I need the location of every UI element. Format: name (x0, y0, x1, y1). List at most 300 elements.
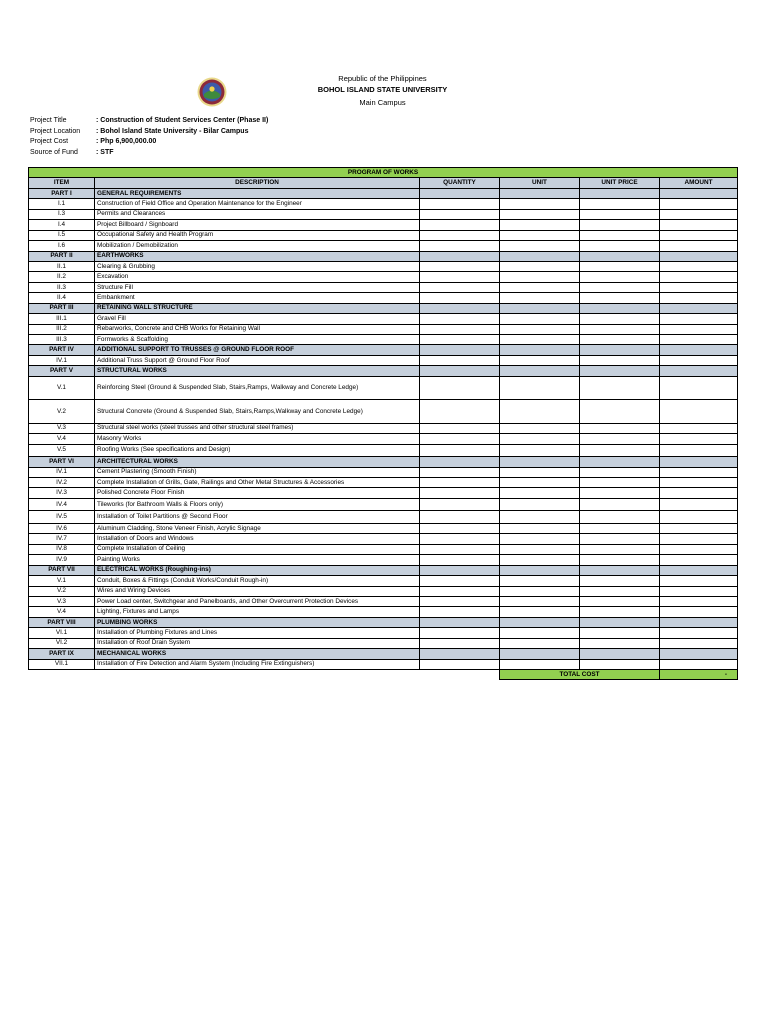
unit-cell (500, 596, 580, 606)
quantity-cell (420, 366, 500, 376)
unit-cell (500, 261, 580, 271)
item-cell: IV.4 (29, 498, 95, 511)
quantity-cell (420, 251, 500, 261)
table-row (29, 544, 738, 554)
item-cell: PART IX (29, 649, 95, 659)
unit-price-cell (580, 498, 660, 511)
unit-price-cell (580, 555, 660, 565)
item-cell: PART VII (29, 565, 95, 575)
amount-cell (660, 188, 738, 198)
unit-price-cell (580, 488, 660, 498)
unit-price-cell (580, 628, 660, 638)
description-cell: Masonry Works (95, 434, 420, 444)
description-cell: Complete Installation of Grills, Gate, Railings and Other Metal Structures & Accessories (95, 478, 420, 488)
unit-price-cell (580, 423, 660, 433)
description-cell: Reinforcing Steel (Ground & Suspended Slab, Stairs,Ramps, Walkway and Concrete Ledge) (95, 376, 420, 400)
description-cell: Gravel Fill (95, 314, 420, 324)
unit-cell (500, 523, 580, 533)
column-header-item: ITEM (29, 178, 95, 188)
quantity-cell (420, 230, 500, 240)
quantity-cell (420, 241, 500, 251)
description-cell: Complete Installation of Ceiling (95, 544, 420, 554)
item-cell: IV.8 (29, 544, 95, 554)
unit-cell (500, 355, 580, 365)
quantity-cell (420, 355, 500, 365)
part-header-row (29, 188, 738, 198)
quantity-cell (420, 303, 500, 313)
description-cell: Roofing Works (See specifications and Design) (95, 444, 420, 457)
description-cell: Project Billboard / Signboard (95, 220, 420, 230)
quantity-cell (420, 544, 500, 554)
unit-price-cell (580, 272, 660, 282)
item-cell: PART V (29, 366, 95, 376)
item-cell: II.3 (29, 282, 95, 292)
item-cell: II.2 (29, 272, 95, 282)
quantity-cell (420, 659, 500, 669)
description-cell: GENERAL REQUIREMENTS (95, 188, 420, 198)
project-location-label: Project Location (30, 127, 81, 135)
unit-price-cell (580, 576, 660, 586)
quantity-cell (420, 272, 500, 282)
unit-cell (500, 607, 580, 617)
description-cell: Permits and Clearances (95, 209, 420, 219)
amount-cell (660, 241, 738, 251)
item-cell: II.1 (29, 261, 95, 271)
table-row (29, 241, 738, 251)
description-cell: Tileworks (for Bathroom Walls & Floors only) (95, 498, 420, 511)
amount-cell (660, 220, 738, 230)
amount-cell (660, 534, 738, 544)
amount-cell (660, 544, 738, 554)
item-cell: V.2 (29, 586, 95, 596)
project-info (30, 116, 268, 158)
unit-cell (500, 628, 580, 638)
amount-cell (660, 467, 738, 477)
table-row (29, 261, 738, 271)
quantity-cell (420, 617, 500, 627)
description-cell: ELECTRICAL WORKS (Roughing-ins) (95, 565, 420, 575)
unit-price-cell (580, 400, 660, 424)
unit-price-cell (580, 649, 660, 659)
unit-cell (500, 303, 580, 313)
description-cell: STRUCTURAL WORKS (95, 366, 420, 376)
amount-cell (660, 434, 738, 444)
unit-cell (500, 282, 580, 292)
unit-cell (500, 457, 580, 467)
table-row (29, 659, 738, 669)
quantity-cell (420, 444, 500, 457)
description-cell: Installation of Roof Drain System (95, 638, 420, 648)
table-row (29, 293, 738, 303)
part-header-row (29, 457, 738, 467)
unit-cell (500, 534, 580, 544)
item-cell: III.1 (29, 314, 95, 324)
description-cell: PLUMBING WORKS (95, 617, 420, 627)
unit-price-cell (580, 303, 660, 313)
description-cell: Structural Concrete (Ground & Suspended Slab, Stairs,Ramps,Walkway and Concrete Ledge) (95, 400, 420, 424)
amount-cell (660, 376, 738, 400)
item-cell: IV.1 (29, 355, 95, 365)
unit-price-cell (580, 467, 660, 477)
description-cell: Aluminum Cladding, Stone Veneer Finish, Acrylic Signage (95, 523, 420, 533)
source-of-fund-row (30, 148, 268, 159)
description-cell: Conduit, Boxes & Fittings (Conduit Works/Conduit Rough-in) (95, 576, 420, 586)
description-cell: Mobilization / Demobilization (95, 241, 420, 251)
description-cell: Clearing & Grubbing (95, 261, 420, 271)
item-cell: IV.9 (29, 555, 95, 565)
quantity-cell (420, 199, 500, 209)
unit-cell (500, 467, 580, 477)
item-cell: IV.6 (29, 523, 95, 533)
column-header-description: DESCRIPTION (95, 178, 420, 188)
amount-cell (660, 488, 738, 498)
item-cell: V.1 (29, 576, 95, 586)
quantity-cell (420, 511, 500, 524)
unit-price-cell (580, 607, 660, 617)
description-cell: RETAINING WALL STRUCTURE (95, 303, 420, 313)
unit-cell (500, 241, 580, 251)
quantity-cell (420, 400, 500, 424)
total-cost-row (29, 670, 738, 680)
quantity-cell (420, 457, 500, 467)
item-cell: PART II (29, 251, 95, 261)
total-cost-amount: - (660, 670, 738, 680)
unit-cell (500, 565, 580, 575)
amount-cell (660, 324, 738, 334)
description-cell: Installation of Toilet Partitions @ Second Floor (95, 511, 420, 524)
amount-cell (660, 272, 738, 282)
amount-cell (660, 303, 738, 313)
table-row (29, 230, 738, 240)
item-cell: I.5 (29, 230, 95, 240)
amount-cell (660, 511, 738, 524)
quantity-cell (420, 576, 500, 586)
source-of-fund-value: : STF (96, 148, 114, 156)
amount-cell (660, 199, 738, 209)
unit-price-cell (580, 457, 660, 467)
table-row (29, 400, 738, 424)
amount-cell (660, 423, 738, 433)
project-title-value: : Construction of Student Services Center (Phase II) (96, 117, 269, 124)
item-cell: I.4 (29, 220, 95, 230)
unit-price-cell (580, 220, 660, 230)
unit-price-cell (580, 444, 660, 457)
table-body (29, 168, 738, 680)
item-cell: V.3 (29, 596, 95, 606)
quantity-cell (420, 488, 500, 498)
unit-price-cell (580, 434, 660, 444)
item-cell: PART VIII (29, 617, 95, 627)
quantity-cell (420, 423, 500, 433)
description-cell: Rebarworks, Concrete and CHB Works for Retaining Wall (95, 324, 420, 334)
amount-cell (660, 261, 738, 271)
amount-cell (660, 498, 738, 511)
unit-cell (500, 324, 580, 334)
quantity-cell (420, 628, 500, 638)
quantity-cell (420, 209, 500, 219)
unit-cell (500, 617, 580, 627)
item-cell: V.3 (29, 423, 95, 433)
quantity-cell (420, 555, 500, 565)
table-row (29, 272, 738, 282)
amount-cell (660, 607, 738, 617)
unit-cell (500, 188, 580, 198)
amount-cell (660, 457, 738, 467)
description-cell: EARTHWORKS (95, 251, 420, 261)
item-cell: III.3 (29, 335, 95, 345)
table-row (29, 628, 738, 638)
unit-price-cell (580, 534, 660, 544)
amount-cell (660, 230, 738, 240)
unit-price-cell (580, 293, 660, 303)
program-of-works-table (28, 167, 738, 680)
description-cell: ADDITIONAL SUPPORT TO TRUSSES @ GROUND FLOOR ROOF (95, 345, 420, 355)
unit-cell (500, 434, 580, 444)
header-campus: Main Campus (359, 98, 406, 107)
description-cell: MECHANICAL WORKS (95, 649, 420, 659)
table-row (29, 523, 738, 533)
description-cell: Cement Plastering (Smooth Finish) (95, 467, 420, 477)
project-title-row (30, 116, 268, 127)
quantity-cell (420, 638, 500, 648)
table-row (29, 478, 738, 488)
description-cell: Excavation (95, 272, 420, 282)
column-header-unit-price: UNIT PRICE (580, 178, 660, 188)
description-cell: Embankment (95, 293, 420, 303)
item-cell: I.6 (29, 241, 95, 251)
unit-price-cell (580, 199, 660, 209)
item-cell: VI.1 (29, 628, 95, 638)
description-cell: Wires and Wiring Devices (95, 586, 420, 596)
unit-cell (500, 293, 580, 303)
unit-price-cell (580, 523, 660, 533)
item-cell: PART IV (29, 345, 95, 355)
part-header-row (29, 366, 738, 376)
table-title-row (29, 168, 738, 178)
table-row (29, 511, 738, 524)
part-header-row (29, 251, 738, 261)
amount-cell (660, 282, 738, 292)
description-cell: Polished Concrete Floor Finish (95, 488, 420, 498)
item-cell: PART I (29, 188, 95, 198)
amount-cell (660, 617, 738, 627)
project-cost-row (30, 137, 268, 148)
university-seal (197, 77, 227, 107)
item-cell: V.4 (29, 434, 95, 444)
project-title-label: Project Title (30, 117, 67, 124)
unit-price-cell (580, 335, 660, 345)
amount-cell (660, 335, 738, 345)
table-row (29, 220, 738, 230)
item-cell: PART VI (29, 457, 95, 467)
unit-price-cell (580, 282, 660, 292)
quantity-cell (420, 261, 500, 271)
quantity-cell (420, 282, 500, 292)
quantity-cell (420, 220, 500, 230)
description-cell: ARCHITECTURAL WORKS (95, 457, 420, 467)
table-row (29, 488, 738, 498)
project-location-row (30, 127, 268, 138)
unit-price-cell (580, 596, 660, 606)
quantity-cell (420, 314, 500, 324)
table-row (29, 335, 738, 345)
column-header-amount: AMOUNT (660, 178, 738, 188)
item-cell: I.3 (29, 209, 95, 219)
project-cost-label: Project Cost (30, 138, 69, 145)
quantity-cell (420, 467, 500, 477)
quantity-cell (420, 324, 500, 334)
amount-cell (660, 345, 738, 355)
item-cell: III.2 (29, 324, 95, 334)
unit-cell (500, 314, 580, 324)
unit-cell (500, 366, 580, 376)
unit-cell (500, 444, 580, 457)
unit-cell (500, 576, 580, 586)
amount-cell (660, 555, 738, 565)
unit-cell (500, 586, 580, 596)
column-header-unit: UNIT (500, 178, 580, 188)
part-header-row (29, 649, 738, 659)
item-cell: VII.1 (29, 659, 95, 669)
description-cell: Formworks & Scaffolding (95, 335, 420, 345)
unit-price-cell (580, 478, 660, 488)
unit-cell (500, 272, 580, 282)
unit-price-cell (580, 376, 660, 400)
description-cell: Occupational Safety and Health Program (95, 230, 420, 240)
unit-cell (500, 638, 580, 648)
unit-cell (500, 659, 580, 669)
amount-cell (660, 355, 738, 365)
description-cell: Additional Truss Support @ Ground Floor Roof (95, 355, 420, 365)
table-row (29, 555, 738, 565)
quantity-cell (420, 335, 500, 345)
unit-price-cell (580, 230, 660, 240)
description-cell: Construction of Field Office and Operation Maintenance for the Engineer (95, 199, 420, 209)
quantity-cell (420, 596, 500, 606)
item-cell: IV.1 (29, 467, 95, 477)
unit-price-cell (580, 366, 660, 376)
table-row (29, 586, 738, 596)
unit-price-cell (580, 659, 660, 669)
quantity-cell (420, 534, 500, 544)
total-cost-label: TOTAL COST (500, 670, 660, 680)
amount-cell (660, 638, 738, 648)
amount-cell (660, 209, 738, 219)
header-republic: Republic of the Philippines (338, 74, 427, 83)
unit-price-cell (580, 209, 660, 219)
table-title: PROGRAM OF WORKS (29, 168, 738, 178)
unit-cell (500, 345, 580, 355)
quantity-cell (420, 649, 500, 659)
unit-price-cell (580, 251, 660, 261)
amount-cell (660, 565, 738, 575)
table-row (29, 324, 738, 334)
quantity-cell (420, 607, 500, 617)
unit-price-cell (580, 355, 660, 365)
table-row (29, 434, 738, 444)
item-cell: IV.7 (29, 534, 95, 544)
quantity-cell (420, 434, 500, 444)
part-header-row (29, 617, 738, 627)
quantity-cell (420, 345, 500, 355)
amount-cell (660, 649, 738, 659)
table-row (29, 282, 738, 292)
quantity-cell (420, 188, 500, 198)
item-cell: V.5 (29, 444, 95, 457)
unit-price-cell (580, 565, 660, 575)
amount-cell (660, 314, 738, 324)
unit-price-cell (580, 586, 660, 596)
table-row (29, 607, 738, 617)
part-header-row (29, 303, 738, 313)
amount-cell (660, 659, 738, 669)
table-row (29, 576, 738, 586)
table-row (29, 534, 738, 544)
unit-cell (500, 423, 580, 433)
unit-cell (500, 498, 580, 511)
column-header-row (29, 178, 738, 188)
unit-cell (500, 220, 580, 230)
description-cell: Installation of Fire Detection and Alarm System (Including Fire Extinguishers) (95, 659, 420, 669)
table-row (29, 596, 738, 606)
header-university: BOHOL ISLAND STATE UNIVERSITY (317, 85, 448, 94)
table-row (29, 423, 738, 433)
description-cell: Structure Fill (95, 282, 420, 292)
amount-cell (660, 293, 738, 303)
quantity-cell (420, 586, 500, 596)
unit-price-cell (580, 617, 660, 627)
item-cell: VI.2 (29, 638, 95, 648)
table-row (29, 209, 738, 219)
table-row (29, 355, 738, 365)
amount-cell (660, 444, 738, 457)
unit-price-cell (580, 324, 660, 334)
amount-cell (660, 366, 738, 376)
source-of-fund-label: Source of Fund (30, 148, 78, 156)
unit-price-cell (580, 511, 660, 524)
table-row (29, 199, 738, 209)
unit-cell (500, 376, 580, 400)
table-row (29, 498, 738, 511)
unit-cell (500, 400, 580, 424)
amount-cell (660, 478, 738, 488)
unit-price-cell (580, 261, 660, 271)
item-cell: IV.3 (29, 488, 95, 498)
amount-cell (660, 576, 738, 586)
amount-cell (660, 400, 738, 424)
table-row (29, 444, 738, 457)
amount-cell (660, 586, 738, 596)
total-row-spacer (29, 670, 500, 680)
item-cell: V.1 (29, 376, 95, 400)
item-cell: I.1 (29, 199, 95, 209)
unit-cell (500, 478, 580, 488)
item-cell: IV.5 (29, 511, 95, 524)
unit-price-cell (580, 638, 660, 648)
unit-price-cell (580, 544, 660, 554)
table-row (29, 638, 738, 648)
unit-cell (500, 649, 580, 659)
description-cell: Power Load center, Switchgear and Panelboards, and Other Overcurrent Protection Devices (95, 596, 420, 606)
description-cell: Structural steel works (steel trusses and other structural steel frames) (95, 423, 420, 433)
unit-cell (500, 251, 580, 261)
amount-cell (660, 628, 738, 638)
table-row (29, 467, 738, 477)
quantity-cell (420, 478, 500, 488)
unit-price-cell (580, 314, 660, 324)
description-cell: Installation of Doors and Windows (95, 534, 420, 544)
table-row (29, 376, 738, 400)
